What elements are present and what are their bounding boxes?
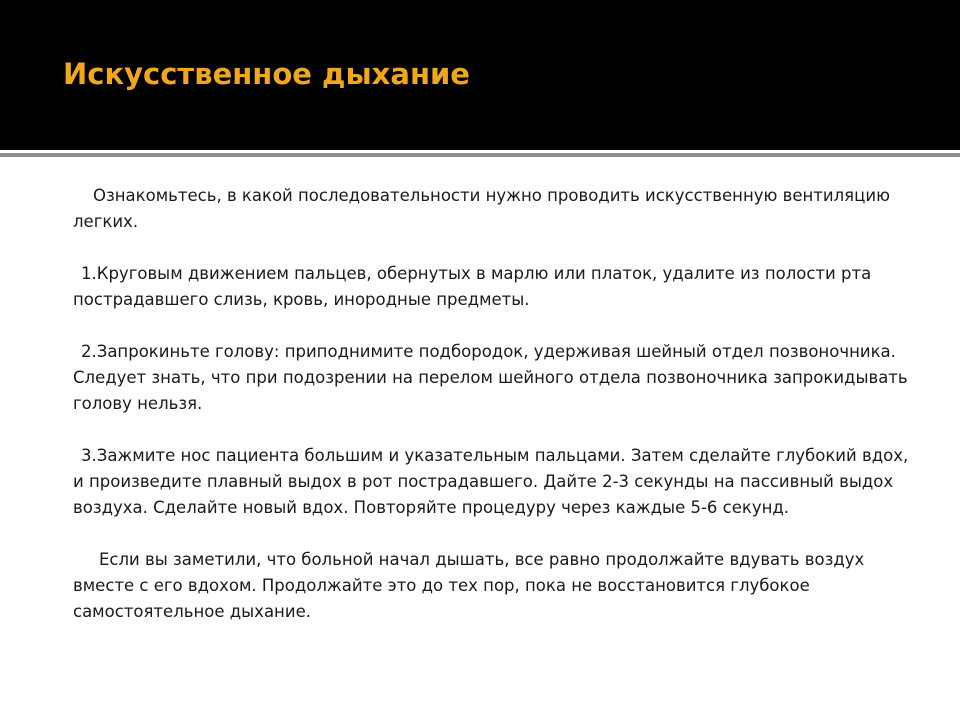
note-paragraph: Если вы заметили, что больной начал дышать, все равно продолжайте вдувать воздух вместе с его вдохом. Продолжайте это до тех пор, пока не восстановится глубокое самостоятельное дыхание. [73,550,865,621]
slide-body [0,157,960,720]
step-2-paragraph: 2.Запрокиньте голову: приподнимите подбородок, удерживая шейный отдел позвоночника. Следует знать, что при подозрении на перелом шейного отдела позвоночника запрокидывать голову нельзя. [73,342,908,413]
title-band [0,0,960,150]
intro-paragraph: Ознакомьтесь, в какой последовательности нужно проводить искусственную вентиляцию легких. [73,186,890,231]
step-1-paragraph: 1.Круговым движением пальцев, обернутых в марлю или платок, удалите из полости рта пострадавшего слизь, кровь, инородные предметы. [73,264,872,309]
slide-title: Искусственное дыхание [63,57,470,91]
step-3-paragraph: 3.Зажмите нос пациента большим и указательным пальцами. Затем сделайте глубокий вдох, и произведите плавный выдох в рот пострадавшего. Дайте 2-3 секунды на пассивный выдох воздуха. Сделайте новый вдох. Повторяйте процедуру через каждые 5-6 секунд. [73,446,909,517]
body-text [73,183,913,625]
